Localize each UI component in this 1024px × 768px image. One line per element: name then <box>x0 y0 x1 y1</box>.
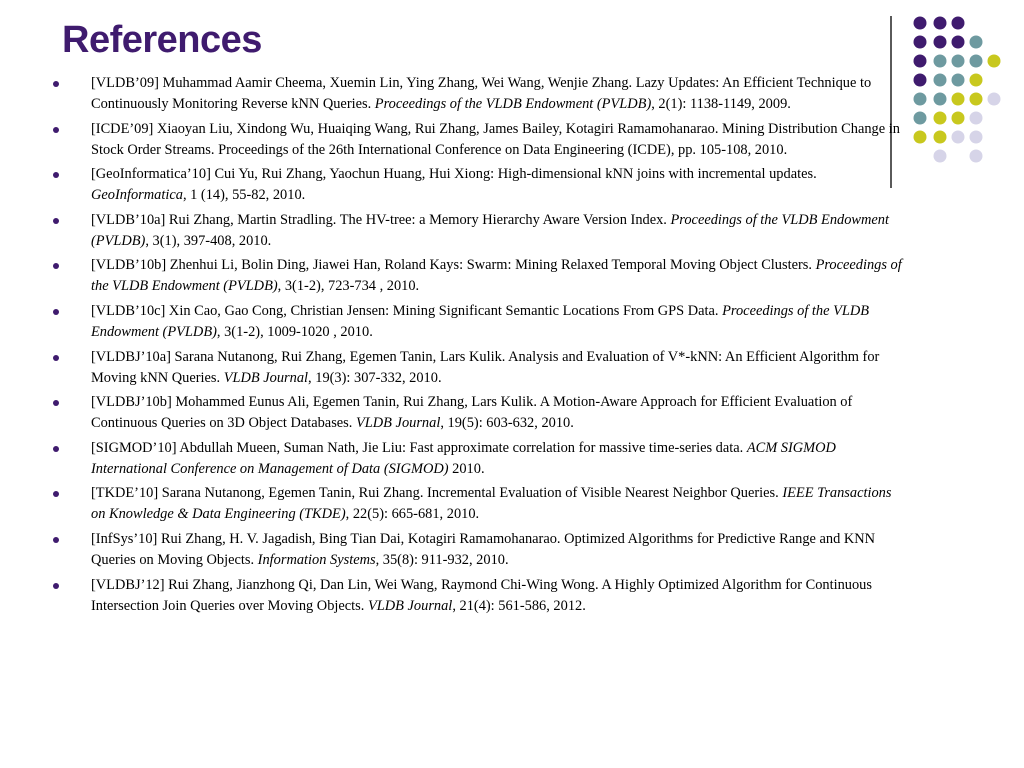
decorative-dot <box>970 112 983 125</box>
reference-item <box>52 73 902 115</box>
reference-item <box>52 529 902 571</box>
decorative-dot <box>934 150 947 163</box>
bullet-icon <box>53 263 59 269</box>
decorative-dot <box>970 93 983 106</box>
decorative-dot <box>970 74 983 87</box>
decorative-dot <box>934 112 947 125</box>
reference-item <box>52 164 902 206</box>
decorative-dot <box>952 74 965 87</box>
reference-item <box>52 210 902 252</box>
reference-text: [VLDBJ’10b] Mohammed Eunus Ali, Egemen Tanin, Rui Zhang, Lars Kulik. A Motion-Aware Approach for Efficient Evaluation of Continuous Queries on 3D Object Databases. <box>91 394 853 432</box>
reference-details: , 21(4): 561-586, 2012. <box>452 597 586 614</box>
reference-text: [InfSys’10] Rui Zhang, H. V. Jagadish, Bing Tian Dai, Kotagiri Ramamohanarao. Optimized Algorithms for Predictive Range and KNN Queries on Moving Objects. <box>91 530 876 568</box>
reference-text: [SIGMOD’10] Abdullah Mueen, Suman Nath, Jie Liu: Fast approximate correlation for massive time-series data. <box>91 439 747 456</box>
reference-item <box>52 438 902 480</box>
decorative-dot <box>970 36 983 49</box>
reference-details: , 22(5): 665-681, 2010. <box>345 506 480 523</box>
decorative-dot <box>952 131 965 144</box>
reference-item <box>52 119 902 161</box>
decorative-dot <box>952 55 965 68</box>
decorative-dot <box>970 131 983 144</box>
reference-details: , 3(1-2), 723-734 , 2010. <box>277 278 420 295</box>
bullet-icon <box>53 127 59 133</box>
reference-text: [TKDE’10] Sarana Nutanong, Egemen Tanin, Rui Zhang. Incremental Evaluation of Visible Nearest Neighbor Queries. <box>91 485 783 502</box>
reference-venue: VLDB Journal <box>367 597 453 614</box>
decorative-dot <box>934 36 947 49</box>
reference-text: [ICDE’09] Xiaoyan Liu, Xindong Wu, Huaiqing Wang, Rui Zhang, James Bailey, Kotagiri Ramamohanarao. Mining Distribution Change in Stock Order Streams. Proceedings of the 26th International Conference on Data Engineering (ICDE), pp. 105-108, 2010. <box>91 120 900 158</box>
decorative-dot <box>988 93 1001 106</box>
decorative-dot <box>934 74 947 87</box>
reference-text: [VLDB’10b] Zhenhui Li, Bolin Ding, Jiawei Han, Roland Kays: Swarm: Mining Relaxed Temporal Moving Object Clusters. <box>91 257 816 274</box>
reference-text: [VLDB’09] Muhammad Aamir Cheema, Xuemin Lin, Ying Zhang, Wei Wang, Wenjie Zhang. Lazy Updates: An Efficient Technique to Continuously Monitoring Reverse kNN Queries. <box>91 75 872 112</box>
bullet-icon <box>53 400 59 406</box>
decorative-dot <box>988 55 1001 68</box>
reference-venue: Proceedings of the VLDB Endowment (PVLDB) <box>374 96 652 112</box>
decorative-dot <box>952 112 965 125</box>
decorative-dot <box>914 55 927 68</box>
decorative-dot <box>934 131 947 144</box>
reference-venue: VLDB Journal <box>355 415 441 432</box>
bullet-icon <box>53 218 59 224</box>
decorative-dot <box>914 17 927 30</box>
reference-item <box>52 575 902 617</box>
reference-details: , 19(3): 307-332, 2010. <box>308 369 442 386</box>
reference-text: [GeoInformatica’10] Cui Yu, Rui Zhang, Yaochun Huang, Hui Xiong: High-dimensional kNN joins with incremental updates. <box>91 166 817 183</box>
reference-venue: Proceedings of the VLDB Endowment (PVLDB) <box>91 302 870 340</box>
reference-text: [VLDB’10a] Rui Zhang, Martin Stradling. The HV-tree: a Memory Hierarchy Aware Version Index. <box>91 211 671 228</box>
decorative-dot <box>952 17 965 30</box>
slide-title: References <box>62 19 262 61</box>
decorative-dot <box>952 36 965 49</box>
decorative-dot <box>970 150 983 163</box>
decorative-dot <box>914 131 927 144</box>
reference-details: , 35(8): 911-932, 2010. <box>375 551 509 568</box>
reference-item <box>52 301 902 343</box>
reference-text: [VLDB’10c] Xin Cao, Gao Cong, Christian Jensen: Mining Significant Semantic Locations From GPS Data. <box>91 302 723 319</box>
bullet-icon <box>53 491 59 497</box>
reference-item <box>52 255 902 297</box>
decorative-dot <box>914 74 927 87</box>
bullet-icon <box>53 537 59 543</box>
bullet-icon <box>53 355 59 361</box>
reference-item <box>52 392 902 434</box>
reference-details: , 19(5): 603-632, 2010. <box>440 415 574 432</box>
decorative-dot <box>934 55 947 68</box>
reference-details: , 1 (14), 55-82, 2010. <box>182 187 306 204</box>
reference-item <box>52 347 902 389</box>
bullet-icon <box>53 583 59 589</box>
decorative-dot <box>914 36 927 49</box>
decorative-dot <box>934 17 947 30</box>
reference-venue: IEEE Transactions on Knowledge & Data Engineering (TKDE) <box>91 485 892 523</box>
reference-venue: Information Systems <box>257 551 376 568</box>
reference-text: [VLDBJ’10a] Sarana Nutanong, Rui Zhang, Egemen Tanin, Lars Kulik. Analysis and Evaluation of V*-kNN: An Efficient Algorithm for Moving kNN Queries. <box>91 348 880 386</box>
reference-list <box>52 73 902 620</box>
bullet-icon <box>53 172 59 178</box>
reference-venue: ACM SIGMOD International Conference on Management of Data (SIGMOD) <box>91 439 836 477</box>
decorative-dot <box>952 93 965 106</box>
decorative-dot <box>934 93 947 106</box>
reference-venue: Proceedings of the VLDB Endowment (PVLDB) <box>91 257 902 295</box>
reference-venue: VLDB Journal <box>223 369 309 386</box>
reference-details: , 2(1): 1138-1149, 2009. <box>651 96 791 112</box>
reference-venue: Proceedings of the VLDB Endowment (PVLDB) <box>91 211 889 249</box>
bullet-icon <box>53 309 59 315</box>
decorative-dot <box>970 55 983 68</box>
reference-details: , 3(1), 397-408, 2010. <box>145 232 272 249</box>
reference-details: , 3(1-2), 1009-1020 , 2010. <box>216 323 373 340</box>
reference-venue: GeoInformatica <box>91 187 183 204</box>
reference-text: [VLDBJ’12] Rui Zhang, Jianzhong Qi, Dan Lin, Wei Wang, Raymond Chi-Wing Wong. A Highly Optimized Algorithm for Continuous Intersection Join Queries over Moving Objects. <box>91 576 872 614</box>
decorative-dot <box>914 93 927 106</box>
reference-details: 2010. <box>448 460 485 477</box>
reference-item <box>52 483 902 525</box>
decorative-dot <box>914 112 927 125</box>
bullet-icon <box>53 81 59 87</box>
bullet-icon <box>53 446 59 452</box>
